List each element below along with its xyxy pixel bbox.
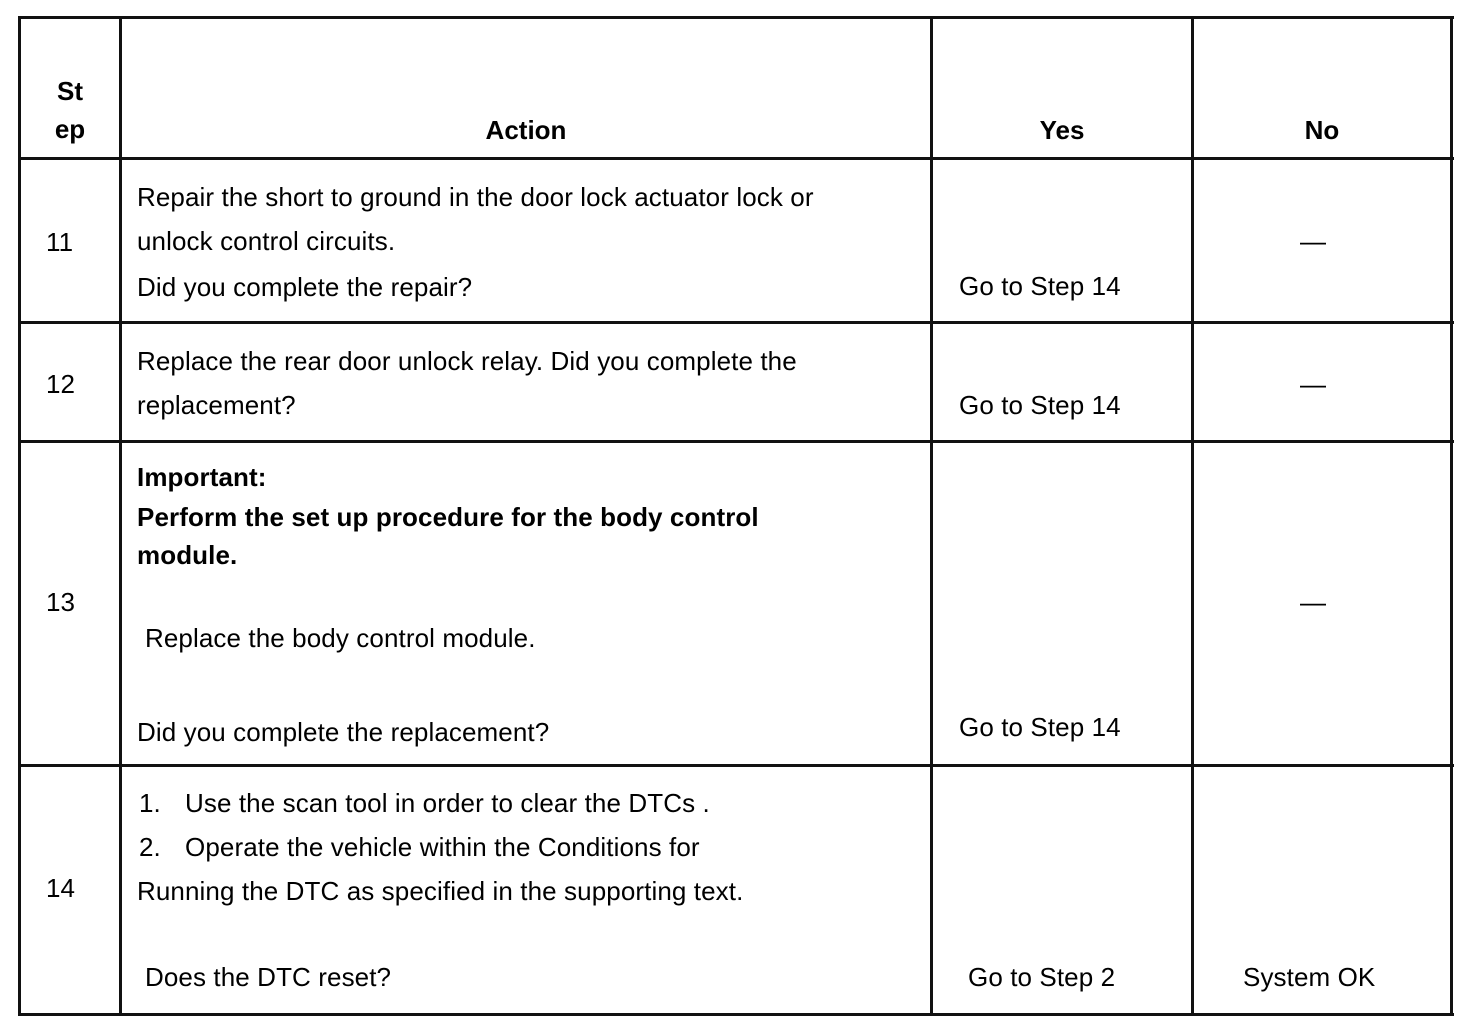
header-step <box>21 76 119 144</box>
yes-result: Go to Step 14 <box>959 271 1121 301</box>
row-divider-12-13 <box>18 440 1454 443</box>
important-note: Perform the set up procedure for the body control <box>137 502 759 532</box>
header-action: Action <box>485 115 567 145</box>
no-result: — <box>1300 587 1327 617</box>
table-border-bottom <box>18 1013 1454 1016</box>
header-divider <box>18 157 1454 160</box>
yes-result: Go to Step 14 <box>959 390 1121 420</box>
column-divider-yes-no <box>1191 16 1194 1016</box>
no-result: — <box>1300 226 1327 256</box>
table-border-right <box>1450 16 1453 1016</box>
step-number: 13 <box>46 587 76 617</box>
action-question: Did you complete the replacement? <box>137 717 550 747</box>
important-label: Important: <box>137 462 267 492</box>
header-step-line2: ep <box>54 114 86 144</box>
action-text: Replace the body control module. <box>145 623 536 653</box>
table-border-left <box>18 16 21 1016</box>
action-text: Repair the short to ground in the door lock actuator lock or <box>137 182 814 212</box>
action-text: replacement? <box>137 390 296 420</box>
step-number: 14 <box>46 873 76 903</box>
header-no: No <box>1304 115 1340 145</box>
action-text: unlock control circuits. <box>137 226 396 256</box>
no-result: — <box>1300 369 1327 399</box>
action-text: Replace the rear door unlock relay. Did you complete the <box>137 346 797 376</box>
action-text: Running the DTC as specified in the supporting text. <box>137 876 744 906</box>
list-item-number: 2. <box>139 832 161 862</box>
list-item-number: 1. <box>139 788 161 818</box>
no-result: System OK <box>1243 962 1376 992</box>
list-item-text: Use the scan tool in order to clear the DTCs . <box>185 788 710 818</box>
action-question: Did you complete the repair? <box>137 272 473 302</box>
list-item-text: Operate the vehicle within the Conditions for <box>185 832 700 862</box>
table-border-top <box>18 16 1454 19</box>
column-divider-step-action <box>119 16 122 1016</box>
step-number: 11 <box>46 227 74 257</box>
column-divider-action-yes <box>930 16 933 1016</box>
yes-result: Go to Step 14 <box>959 712 1121 742</box>
header-yes: Yes <box>1039 115 1085 145</box>
yes-result: Go to Step 2 <box>968 962 1116 992</box>
important-note: module. <box>137 540 238 570</box>
row-divider-11-12 <box>18 321 1454 324</box>
header-step-line1: St <box>57 76 83 106</box>
row-divider-13-14 <box>18 764 1454 767</box>
step-number: 12 <box>46 369 76 399</box>
action-question: Does the DTC reset? <box>145 962 392 992</box>
